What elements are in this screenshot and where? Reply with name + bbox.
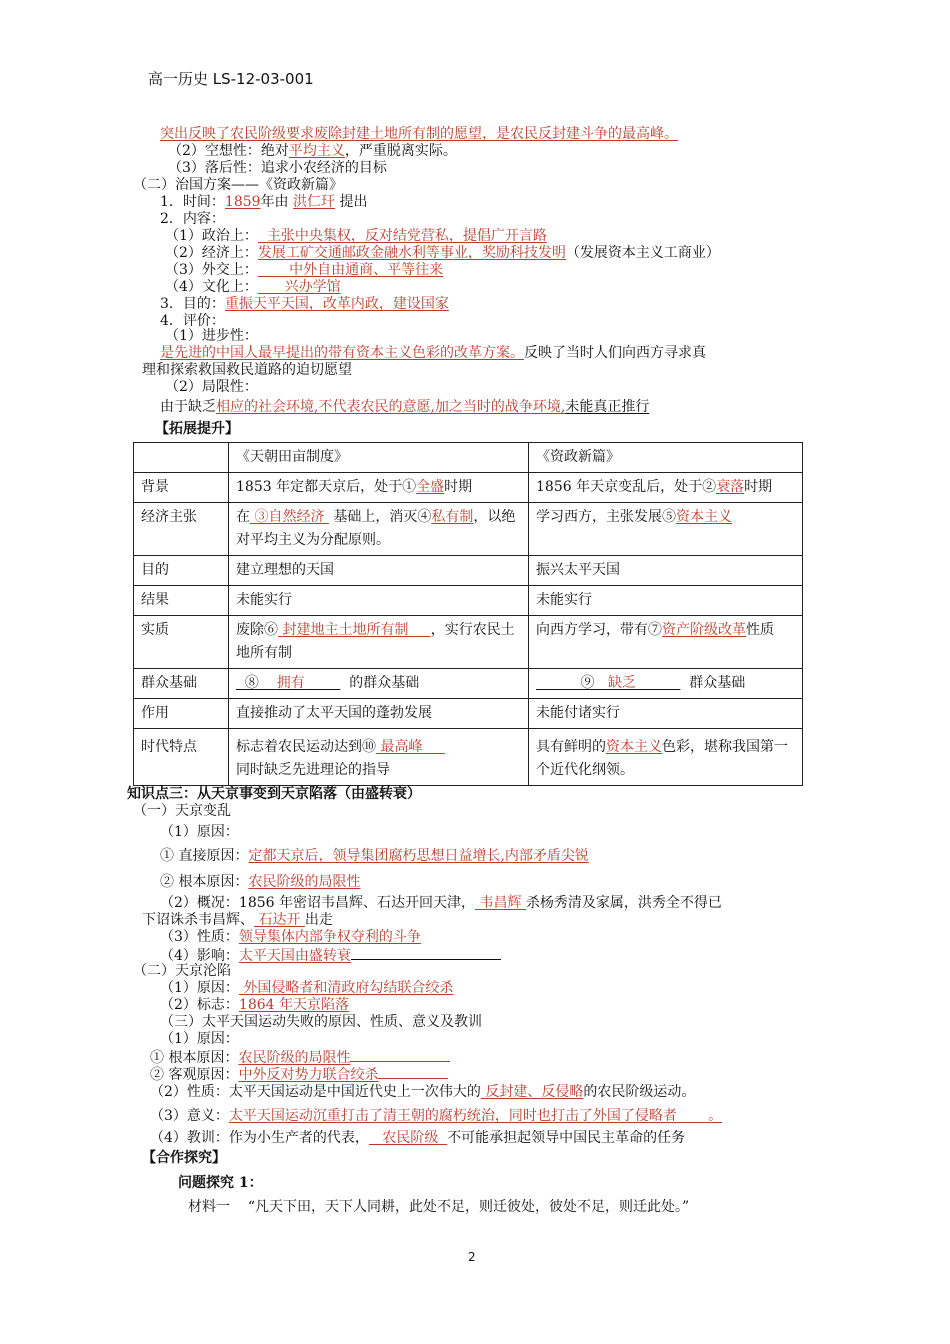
fall-reason-label: （1）原因： — [160, 980, 239, 996]
cell-answer: 封建地主土地所有制 — [282, 622, 409, 638]
cell-text: 在 — [236, 509, 250, 525]
cell-text: ⑨ — [580, 675, 595, 691]
purpose-line — [160, 295, 449, 313]
overview-post: 出走 — [304, 912, 333, 928]
fail-nature-answer: 反封建、反侵略 — [485, 1084, 584, 1100]
material-label: 材料一 — [188, 1199, 230, 1215]
meaning-label: （3）意义： — [150, 1108, 229, 1124]
root-reason-line — [160, 873, 360, 891]
progress-line-2: 理和探索救国救民道路的迫切愿望 — [142, 362, 352, 378]
limit-answer: 相应的社会环境,不代表农民的意愿,加之当时的战争环境, — [216, 399, 566, 415]
cell-answer: 拥有 — [276, 675, 305, 691]
cell-a — [229, 669, 529, 699]
cell-text: 基础上，消灭④ — [333, 509, 432, 525]
zizheng-title: （二）治国方案——《资政新篇》 — [133, 177, 343, 193]
politics-line — [165, 227, 547, 245]
tuozhan-title: 【拓展提升】 — [155, 421, 239, 437]
content-label: 2．内容： — [160, 211, 225, 227]
nature-line — [160, 928, 421, 946]
economy-label: （2）经济上： — [165, 245, 258, 261]
overview-line — [160, 894, 722, 912]
cell-text: 1856 年天京变乱后，处于② — [536, 479, 717, 495]
meaning-answer: 太平天国运动沉重打击了清王朝的腐朽统治，同时也打击了外国了侵略者 — [228, 1108, 677, 1124]
answer-blank — [351, 945, 501, 960]
row-key: 时代特点 — [134, 729, 229, 786]
meaning-post: 。 — [708, 1108, 723, 1124]
table-row — [134, 699, 803, 729]
table-row — [134, 729, 803, 786]
answer-blank — [350, 1047, 450, 1062]
cell-answer: 衰落 — [716, 479, 745, 495]
time-person: 洪仁玕 — [293, 194, 336, 210]
cell-text: 时期 — [744, 479, 773, 495]
cell-b — [529, 473, 803, 503]
material-text: “凡天下田，天下人同耕，此处不足，则迁彼处，彼处不足，则迁此处。” — [247, 1199, 690, 1215]
fail-reason-label: （1）原因： — [160, 1031, 239, 1047]
kongxiang-label: （2）空想性：绝对 — [168, 143, 289, 159]
top-line-1: 突出反映了农民阶级要求废除封建土地所有制的愿望，是农民反封建斗争的最高峰。 — [160, 126, 678, 142]
table-row — [134, 616, 803, 669]
kongxiang-post: ，严重脱离实际。 — [344, 143, 457, 159]
cell-a: 建立理想的天国 — [229, 556, 529, 586]
time-label: 1．时间： — [160, 194, 225, 210]
zhishi3-title: 知识点三：从天京事变到天京陷落（由盛转衰） — [127, 786, 421, 802]
cell-text: 群众基础 — [689, 675, 746, 691]
answer-blank — [378, 1064, 448, 1079]
row-key: 作用 — [134, 699, 229, 729]
cell-answer: 资产阶级改革 — [662, 622, 746, 638]
foreign-answer: 中外自由通商、平等往来 — [289, 262, 444, 278]
table-header-cell — [134, 443, 229, 473]
cell-b — [529, 729, 803, 786]
hezuo-title: 【合作探究】 — [142, 1150, 226, 1166]
direct-reason-line — [160, 847, 589, 865]
progress-label: （1）进步性： — [165, 328, 258, 344]
purpose-label: 3．目的： — [160, 296, 225, 312]
cell-text: ，实行农民土地所有制 — [236, 622, 515, 661]
fall-mark-answer: 1864 年天京陷落 — [238, 997, 350, 1013]
cell-b: 未能实行 — [529, 586, 803, 616]
progress-line — [160, 344, 706, 362]
material-line — [188, 1198, 689, 1216]
cell-a — [229, 616, 529, 669]
culture-label: （4）文化上： — [165, 279, 258, 295]
cell-text: ，以绝对平均主义为分配原则。 — [236, 509, 516, 548]
cell-a — [229, 729, 529, 786]
cell-b — [529, 503, 803, 556]
kongxiang-answer: 平均主义 — [288, 143, 345, 159]
culture-line — [165, 278, 341, 296]
root-label: ② 根本原因： — [160, 874, 249, 890]
fail-obj-label: ② 客观原因： — [150, 1067, 239, 1083]
time-post: 提出 — [339, 194, 368, 210]
overview-answer-1: 韦昌辉 — [479, 895, 522, 911]
overview-answer-2: 石达开 — [258, 912, 301, 928]
cell-text: 1853 年定都天京后，处于① — [236, 479, 417, 495]
foreign-label: （3）外交上： — [165, 262, 258, 278]
limit-post: 未能真正推行 — [565, 399, 650, 415]
table-row — [134, 669, 803, 699]
table-row — [134, 503, 803, 556]
fail-root-answer: 农民阶级的局限性 — [238, 1050, 351, 1066]
economy-line — [165, 244, 720, 262]
cell-a: 直接推动了太平天国的蓬勃发展 — [229, 699, 529, 729]
cell-a: 未能实行 — [229, 586, 529, 616]
direct-answer: 定都天京后，领导集团腐朽思想日益增长,内部矛盾尖锐 — [248, 848, 589, 864]
root-answer: 农民阶级的局限性 — [248, 874, 361, 890]
cell-answer: 缺乏 — [607, 675, 636, 691]
table-header-cell: 《天朝田亩制度》 — [229, 443, 529, 473]
time-year: 1859 — [224, 194, 261, 210]
overview-mid: 杀杨秀清及家属，洪秀全不得已 — [525, 895, 722, 911]
cell-text: 具有鲜明的 — [536, 739, 606, 755]
cell-text: 学习西方，主张发展⑤ — [536, 509, 676, 525]
lesson-answer: 农民阶级 — [382, 1130, 439, 1146]
question-label: 问题探究 1： — [178, 1175, 263, 1191]
cell-text: 向西方学习，带有⑦ — [536, 622, 662, 638]
lesson-line — [150, 1129, 685, 1147]
lesson-post: 不可能承担起领导中国民主革命的任务 — [447, 1130, 686, 1146]
row-key: 经济主张 — [134, 503, 229, 556]
fail-nature-label: （2）性质：太平天国运动是中国近代史上一次伟大的 — [150, 1084, 481, 1100]
limit-pre: 由于缺乏 — [160, 399, 216, 415]
cell-text: 的群众基础 — [349, 675, 420, 691]
cell-a — [229, 473, 529, 503]
tianjing-fall-title: （二）天京沦陷 — [133, 963, 231, 979]
cell-answer: ③自然经济 — [254, 509, 325, 525]
overview-label: （2）概况：1856 年密诏韦昌辉、石达开回天津， — [160, 895, 475, 911]
cell-text: 标志着农民运动达到⑩ — [236, 739, 376, 755]
limit-label: （2）局限性： — [165, 379, 258, 395]
direct-label: ① 直接原因： — [160, 848, 249, 864]
culture-answer: 兴办学馆 — [284, 279, 341, 295]
page-number: 2 — [468, 1250, 476, 1264]
fall-mark-line — [160, 996, 349, 1014]
cell-answer: 资本主义 — [676, 509, 732, 525]
kongxiang-line — [168, 142, 457, 160]
cell-a — [229, 503, 529, 556]
foreign-line — [165, 261, 443, 279]
progress-answer: 是先进的中国人最早提出的带有资本主义色彩的改革方案。 — [160, 345, 524, 361]
overview-line2-pre: 下诏诛杀韦昌辉、 — [142, 912, 254, 928]
fail-nature-line — [150, 1083, 695, 1101]
cell-text: 废除⑥ — [236, 622, 278, 638]
cell-text: ⑧ — [244, 675, 259, 691]
header-code: 高一历史 LS-12-03-001 — [148, 70, 314, 88]
row-key: 目的 — [134, 556, 229, 586]
fail-obj-line — [150, 1064, 448, 1084]
fail-obj-answer: 中外反对势力联合绞杀 — [238, 1067, 379, 1083]
impact-answer: 太平天国由盛转衰 — [238, 948, 351, 964]
progress-post: 反映了当时人们向西方寻求真 — [524, 345, 706, 361]
limit-line — [160, 398, 649, 416]
economy-post: （发展资本主义工商业） — [565, 245, 720, 261]
cell-answer: 资本主义 — [606, 739, 662, 755]
fail-root-label: ① 根本原因： — [150, 1050, 239, 1066]
cell-b: 未能付诸实行 — [529, 699, 803, 729]
table-header-row — [134, 443, 803, 473]
meaning-line — [150, 1107, 722, 1125]
fall-reason-line — [160, 979, 453, 997]
purpose-answer: 重振天平天国，改革内政，建设国家 — [224, 296, 449, 312]
lesson-label: （4）教训：作为小生产者的代表， — [150, 1130, 369, 1146]
cell-text: 性质 — [746, 622, 774, 638]
row-key: 群众基础 — [134, 669, 229, 699]
cell-b: 振兴太平天国 — [529, 556, 803, 586]
reason-label: （1）原因： — [160, 824, 239, 840]
time-line — [160, 193, 367, 211]
comparison-table — [133, 442, 803, 786]
cell-b — [529, 669, 803, 699]
fall-reason-answer: 外国侵略者和清政府勾结联合绞杀 — [243, 980, 454, 996]
row-key: 结果 — [134, 586, 229, 616]
eval-label: 4．评价： — [160, 313, 225, 329]
row-key: 背景 — [134, 473, 229, 503]
failure-title: （三）太平天国运动失败的原因、性质、意义及教训 — [160, 1014, 482, 1030]
nature-label: （3）性质： — [160, 929, 239, 945]
cell-answer: 最高峰 — [380, 739, 423, 755]
table-row — [134, 586, 803, 616]
nature-answer: 领导集体内部争权夺利的斗争 — [238, 929, 421, 945]
politics-answer: 主张中央集权，反对结党营私，提倡广开言路 — [266, 228, 547, 244]
cell-text: 时期 — [444, 479, 473, 495]
cell-b — [529, 616, 803, 669]
row-key: 实质 — [134, 616, 229, 669]
cell-answer: 全盛 — [416, 479, 445, 495]
tianjing-bianluan-title: （一）天京变乱 — [133, 803, 231, 819]
impact-label: （4）影响： — [160, 948, 239, 964]
cell-answer: 私有制 — [431, 509, 474, 525]
fall-mark-label: （2）标志： — [160, 997, 239, 1013]
overview-line-2 — [142, 911, 333, 929]
table-row — [134, 473, 803, 503]
table-header-cell: 《资政新篇》 — [529, 443, 803, 473]
luohou-line: （3）落后性：追求小农经济的目标 — [168, 160, 387, 176]
economy-answer: 发展工矿交通邮政金融水利等事业，奖励科技发明 — [257, 245, 566, 261]
time-mid: 年由 — [260, 194, 289, 210]
fail-nature-post: 的农民阶级运动。 — [583, 1084, 696, 1100]
table-row — [134, 556, 803, 586]
cell-text: 同时缺乏先进理论的指导 — [236, 762, 390, 778]
politics-label: （1）政治上： — [165, 228, 258, 244]
cell-text: 色彩，堪称我国第一个近代化纲领。 — [536, 739, 788, 778]
